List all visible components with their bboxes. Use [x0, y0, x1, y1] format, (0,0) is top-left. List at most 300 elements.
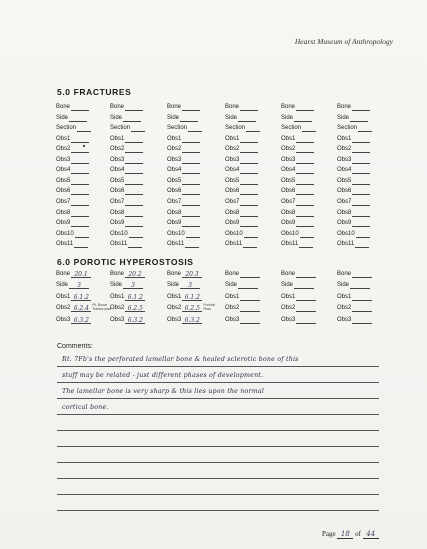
comment-rule[interactable] [57, 462, 379, 463]
field-blank-line[interactable] [240, 146, 258, 153]
field-label: Obs11 [167, 241, 185, 248]
field-blank-line[interactable] [75, 231, 89, 238]
field-label: Obs10 [56, 230, 74, 237]
fracture-field[interactable] [110, 219, 162, 230]
fracture-field[interactable] [56, 114, 108, 125]
fracture-field[interactable] [110, 156, 162, 167]
field-blank-line[interactable] [244, 231, 258, 238]
field-blank-line[interactable] [182, 188, 200, 195]
field-blank-line[interactable] [352, 305, 372, 312]
field-blank-line[interactable] [182, 167, 200, 174]
field-blank-line[interactable] [240, 167, 258, 174]
field-label: Obs2 [225, 146, 240, 153]
field-blank-line[interactable] [240, 305, 260, 312]
field-blank-line[interactable] [246, 125, 260, 132]
field-label: Side [56, 114, 69, 121]
fracture-field[interactable] [167, 198, 219, 209]
fracture-field[interactable] [337, 145, 389, 156]
porotic-field[interactable] [337, 281, 389, 292]
field-label: Obs3 [167, 316, 182, 323]
field-blank-line[interactable] [296, 104, 314, 111]
field-label: Obs5 [167, 177, 182, 184]
fracture-field[interactable] [110, 103, 162, 114]
fracture-field[interactable] [110, 209, 162, 220]
field-label: Side [167, 114, 180, 121]
fracture-field[interactable] [281, 240, 333, 251]
fracture-field[interactable] [110, 187, 162, 198]
field-label: Bone [281, 271, 296, 277]
porotic-field[interactable] [281, 281, 333, 292]
field-blank-line[interactable] [125, 220, 143, 227]
comment-rule[interactable] [57, 446, 379, 447]
field-blank-line[interactable] [240, 178, 258, 185]
porotic-field[interactable] [337, 270, 389, 281]
fracture-field[interactable] [56, 219, 108, 230]
field-blank-line[interactable] [125, 136, 143, 143]
field-blank-line[interactable] [299, 241, 313, 248]
fracture-field[interactable] [337, 177, 389, 188]
field-label: Side [110, 282, 123, 289]
porotic-field[interactable] [110, 281, 162, 292]
fracture-field[interactable] [225, 145, 277, 156]
field-label: Bone [110, 104, 125, 110]
fracture-field[interactable] [167, 177, 219, 188]
fracture-field[interactable] [281, 209, 333, 220]
field-blank-line[interactable] [358, 125, 372, 132]
fracture-field[interactable] [281, 156, 333, 167]
porotic-field[interactable] [167, 281, 219, 292]
field-label: Obs1 [56, 293, 71, 300]
field-blank-line[interactable] [129, 231, 143, 238]
field-blank-line[interactable] [125, 146, 143, 153]
field-blank-line[interactable] [182, 317, 202, 324]
field-blank-line[interactable] [182, 146, 200, 153]
field-blank-line[interactable] [240, 317, 260, 324]
fracture-field[interactable] [167, 114, 219, 125]
field-label: Side [225, 114, 238, 121]
field-blank-line[interactable] [125, 271, 145, 278]
field-blank-line[interactable] [240, 104, 258, 111]
fracture-field[interactable] [56, 135, 108, 146]
field-blank-line[interactable] [71, 157, 89, 164]
field-blank-line[interactable] [71, 271, 91, 278]
field-blank-line[interactable] [182, 305, 202, 312]
field-label: Obs7 [56, 198, 71, 205]
field-blank-line[interactable] [125, 210, 143, 217]
field-blank-line[interactable] [74, 241, 88, 248]
fracture-field[interactable] [337, 187, 389, 198]
field-label: Bone [167, 271, 182, 277]
field-blank-line[interactable] [352, 178, 370, 185]
porotic-field[interactable] [337, 316, 389, 327]
fracture-field[interactable] [337, 114, 389, 125]
field-label: Obs11 [110, 241, 128, 248]
field-blank-line[interactable] [71, 167, 89, 174]
section-porotic-title: 6.0 POROTIC HYPEROSTOSIS [57, 257, 194, 267]
porotic-field[interactable] [167, 293, 219, 304]
field-blank-line[interactable] [182, 294, 202, 301]
fracture-field[interactable] [281, 198, 333, 209]
field-blank-line[interactable] [69, 282, 89, 289]
field-blank-line[interactable] [71, 210, 89, 217]
field-blank-line[interactable] [352, 317, 372, 324]
page-label: Page [322, 530, 336, 538]
field-blank-line[interactable] [352, 220, 370, 227]
fracture-field[interactable] [110, 124, 162, 135]
porotic-field[interactable] [167, 316, 219, 327]
porotic-field[interactable] [225, 270, 277, 281]
field-blank-line[interactable] [238, 115, 256, 122]
of-label: of [355, 530, 361, 538]
field-blank-line[interactable] [125, 157, 143, 164]
field-label: Obs3 [281, 316, 296, 323]
fracture-field[interactable] [337, 166, 389, 177]
field-label: Bone [110, 271, 125, 277]
fracture-field[interactable] [167, 166, 219, 177]
field-blank-line[interactable] [352, 210, 370, 217]
field-blank-line[interactable] [296, 157, 314, 164]
field-blank-line[interactable] [125, 317, 145, 324]
field-label: Side [337, 114, 350, 121]
field-blank-line[interactable] [123, 282, 143, 289]
field-label: Obs6 [225, 188, 240, 195]
porotic-field[interactable] [225, 293, 277, 304]
fracture-field[interactable] [281, 103, 333, 114]
fracture-field[interactable] [281, 145, 333, 156]
fracture-field[interactable] [110, 114, 162, 125]
field-blank-line[interactable] [350, 282, 370, 289]
field-blank-line[interactable] [240, 210, 258, 217]
fracture-field[interactable] [56, 156, 108, 167]
fracture-field[interactable] [56, 187, 108, 198]
fracture-field[interactable] [56, 230, 108, 241]
field-blank-line[interactable] [296, 210, 314, 217]
porotic-field[interactable] [281, 316, 333, 327]
fracture-field[interactable] [167, 219, 219, 230]
fracture-field[interactable] [56, 103, 108, 114]
field-label: Obs9 [281, 220, 296, 227]
fracture-field[interactable] [225, 219, 277, 230]
fracture-field[interactable] [281, 187, 333, 198]
comment-rule[interactable] [57, 510, 379, 511]
field-blank-line[interactable] [238, 282, 258, 289]
field-blank-line[interactable] [71, 305, 91, 312]
field-label: Obs3 [56, 156, 71, 163]
field-label: Obs6 [167, 188, 182, 195]
fracture-field[interactable] [56, 198, 108, 209]
field-label: Obs10 [167, 230, 185, 237]
field-blank-line[interactable] [352, 294, 372, 301]
fracture-field[interactable] [337, 124, 389, 135]
fracture-field[interactable] [281, 166, 333, 177]
field-blank-line[interactable] [240, 271, 260, 278]
fracture-field[interactable] [225, 230, 277, 241]
field-blank-line[interactable] [71, 188, 89, 195]
field-blank-line[interactable] [125, 199, 143, 206]
fracture-field[interactable] [56, 145, 108, 156]
fracture-field[interactable] [110, 145, 162, 156]
comments-label: Comments: [57, 343, 93, 350]
field-blank-line[interactable] [71, 146, 89, 153]
page-footer [322, 530, 379, 539]
field-blank-line[interactable] [240, 220, 258, 227]
fracture-field[interactable] [167, 156, 219, 167]
field-blank-line[interactable] [302, 125, 316, 132]
fracture-field[interactable] [56, 240, 108, 251]
field-blank-line[interactable] [350, 115, 368, 122]
fracture-field[interactable] [110, 230, 162, 241]
fracture-field[interactable] [225, 114, 277, 125]
field-blank-line[interactable] [182, 157, 200, 164]
fracture-field[interactable] [337, 209, 389, 220]
field-blank-line[interactable] [180, 115, 198, 122]
field-blank-line[interactable] [182, 178, 200, 185]
field-blank-line[interactable] [352, 188, 370, 195]
field-label: Obs2 [56, 305, 71, 312]
field-label: Obs1 [281, 135, 296, 142]
field-blank-line[interactable] [294, 282, 314, 289]
field-blank-line[interactable] [296, 178, 314, 185]
field-blank-line[interactable] [71, 317, 91, 324]
fracture-field[interactable] [337, 219, 389, 230]
field-label: Obs3 [337, 316, 352, 323]
stray-mark [83, 145, 85, 147]
field-blank-line[interactable] [77, 125, 91, 132]
field-label: Obs2 [225, 305, 240, 312]
porotic-field[interactable] [281, 304, 333, 315]
fracture-field[interactable] [167, 240, 219, 251]
field-blank-line[interactable] [182, 199, 200, 206]
fracture-field[interactable] [167, 124, 219, 135]
field-blank-line[interactable] [182, 210, 200, 217]
field-label: Obs3 [56, 316, 71, 323]
field-blank-line[interactable] [243, 241, 257, 248]
field-blank-line[interactable] [123, 115, 141, 122]
field-label: Obs9 [167, 220, 182, 227]
fracture-field[interactable] [281, 114, 333, 125]
fracture-field[interactable] [225, 124, 277, 135]
handwritten-value: 6.2.5 [184, 305, 200, 313]
fracture-field[interactable] [337, 230, 389, 241]
field-blank-line[interactable] [240, 294, 260, 301]
fracture-field[interactable] [56, 177, 108, 188]
porotic-field[interactable] [56, 270, 108, 281]
handwritten-value: 6.2.5 [127, 305, 143, 313]
field-label: Obs3 [337, 156, 352, 163]
fracture-field[interactable] [225, 135, 277, 146]
field-blank-line[interactable] [185, 241, 199, 248]
handwritten-value: 6.3.2 [127, 316, 143, 324]
field-blank-line[interactable] [182, 220, 200, 227]
field-blank-line[interactable] [128, 241, 142, 248]
fracture-field[interactable] [225, 209, 277, 220]
field-label: Obs4 [281, 167, 296, 174]
field-blank-line[interactable] [71, 199, 89, 206]
comment-rule[interactable] [57, 382, 379, 383]
comment-rule[interactable] [57, 478, 379, 479]
field-label: Obs9 [225, 220, 240, 227]
fracture-field[interactable] [110, 198, 162, 209]
fracture-field[interactable] [110, 166, 162, 177]
comment-rule[interactable] [57, 398, 379, 399]
field-blank-line[interactable] [125, 188, 143, 195]
fracture-field[interactable] [225, 198, 277, 209]
fracture-field[interactable] [225, 166, 277, 177]
field-blank-line[interactable] [71, 178, 89, 185]
fracture-field[interactable] [167, 135, 219, 146]
field-label: Bone [337, 271, 352, 277]
field-blank-line[interactable] [131, 125, 145, 132]
fracture-field[interactable] [225, 177, 277, 188]
field-blank-line[interactable] [352, 199, 370, 206]
fracture-field[interactable] [281, 219, 333, 230]
fracture-field[interactable] [110, 177, 162, 188]
field-blank-line[interactable] [182, 104, 200, 111]
field-blank-line[interactable] [188, 125, 202, 132]
fracture-field[interactable] [337, 198, 389, 209]
field-blank-line[interactable] [300, 231, 314, 238]
fracture-field[interactable] [225, 187, 277, 198]
handwritten-value: 6.3.2 [184, 316, 200, 324]
fracture-field[interactable] [337, 156, 389, 167]
field-blank-line[interactable] [125, 294, 145, 301]
porotic-field[interactable] [281, 293, 333, 304]
field-blank-line[interactable] [71, 104, 89, 111]
field-blank-line[interactable] [125, 178, 143, 185]
comment-rule[interactable] [57, 430, 379, 431]
handwritten-value: 6.1.2 [127, 293, 143, 301]
field-blank-line[interactable] [125, 305, 145, 312]
field-blank-line[interactable] [352, 136, 370, 143]
porotic-field[interactable] [167, 304, 219, 315]
field-blank-line[interactable] [71, 294, 91, 301]
field-blank-line[interactable] [296, 271, 316, 278]
porotic-field[interactable] [337, 293, 389, 304]
comment-rule[interactable] [57, 494, 379, 495]
field-blank-line[interactable] [182, 271, 202, 278]
porotic-field[interactable] [225, 304, 277, 315]
comment-rule[interactable] [57, 414, 379, 415]
comment-rule[interactable] [57, 366, 379, 367]
field-blank-line[interactable] [186, 231, 200, 238]
fracture-field[interactable] [225, 240, 277, 251]
porotic-field[interactable] [110, 304, 162, 315]
fracture-field[interactable] [56, 209, 108, 220]
field-blank-line[interactable] [296, 136, 314, 143]
field-blank-line[interactable] [240, 157, 258, 164]
field-label: Obs6 [281, 188, 296, 195]
fracture-field[interactable] [225, 156, 277, 167]
field-blank-line[interactable] [240, 188, 258, 195]
field-blank-line[interactable] [125, 167, 143, 174]
fracture-field[interactable] [281, 230, 333, 241]
fracture-field[interactable] [281, 177, 333, 188]
porotic-field[interactable] [56, 293, 108, 304]
fracture-field[interactable] [225, 103, 277, 114]
field-blank-line[interactable] [352, 104, 370, 111]
fracture-field[interactable] [110, 135, 162, 146]
fracture-field[interactable] [56, 124, 108, 135]
field-blank-line[interactable] [296, 317, 316, 324]
field-blank-line[interactable] [240, 136, 258, 143]
porotic-field[interactable] [56, 303, 112, 315]
fracture-field[interactable] [167, 230, 219, 241]
fracture-field[interactable] [167, 103, 219, 114]
fracture-field[interactable] [167, 145, 219, 156]
field-label: Bone [225, 271, 240, 277]
fracture-field[interactable] [281, 124, 333, 135]
field-label: Obs8 [110, 209, 125, 216]
field-blank-line[interactable] [296, 188, 314, 195]
handwritten-value: 3 [77, 282, 81, 290]
handwritten-value: 20.3 [185, 271, 199, 278]
fracture-field[interactable] [337, 240, 389, 251]
porotic-field[interactable] [56, 316, 108, 327]
porotic-field[interactable] [110, 293, 162, 304]
field-blank-line[interactable] [71, 136, 89, 143]
field-blank-line[interactable] [296, 167, 314, 174]
field-blank-line[interactable] [69, 115, 87, 122]
field-blank-line[interactable] [240, 199, 258, 206]
field-blank-line[interactable] [352, 271, 372, 278]
porotic-field[interactable] [225, 281, 277, 292]
field-blank-line[interactable] [352, 146, 370, 153]
field-label: Obs1 [225, 135, 240, 142]
field-blank-line[interactable] [296, 305, 316, 312]
porotic-field[interactable] [167, 270, 219, 281]
porotic-field[interactable] [110, 270, 162, 281]
field-label: Obs7 [281, 198, 296, 205]
fracture-field[interactable] [281, 135, 333, 146]
porotic-field[interactable] [56, 281, 108, 292]
field-blank-line[interactable] [71, 220, 89, 227]
porotic-field[interactable] [225, 316, 277, 327]
fracture-field[interactable] [56, 166, 108, 177]
field-blank-line[interactable] [355, 241, 369, 248]
field-blank-line[interactable] [296, 294, 316, 301]
field-blank-line[interactable] [352, 157, 370, 164]
field-label: Obs1 [281, 293, 296, 300]
field-blank-line[interactable] [356, 231, 370, 238]
field-blank-line[interactable] [296, 199, 314, 206]
fracture-field[interactable] [167, 187, 219, 198]
porotic-field[interactable] [337, 304, 389, 315]
field-label: Obs8 [225, 209, 240, 216]
field-blank-line[interactable] [180, 282, 200, 289]
field-label: Section [337, 125, 358, 132]
field-blank-line[interactable] [182, 136, 200, 143]
fracture-field[interactable] [167, 209, 219, 220]
fracture-field[interactable] [110, 240, 162, 251]
field-blank-line[interactable] [294, 115, 312, 122]
section-fractures-title: 5.0 FRACTURES [57, 87, 132, 97]
field-blank-line[interactable] [125, 104, 143, 111]
field-label: Obs2 [167, 305, 182, 312]
fracture-field[interactable] [337, 135, 389, 146]
field-label: Side [337, 282, 350, 289]
field-label: Section [110, 125, 131, 132]
field-blank-line[interactable] [296, 220, 314, 227]
handwritten-value: 3 [188, 282, 192, 290]
field-blank-line[interactable] [352, 167, 370, 174]
field-blank-line[interactable] [296, 146, 314, 153]
porotic-field[interactable] [281, 270, 333, 281]
fracture-field[interactable] [337, 103, 389, 114]
field-label: Section [167, 125, 188, 132]
field-label: Side [225, 282, 238, 289]
field-label: Obs7 [225, 198, 240, 205]
porotic-field[interactable] [110, 316, 162, 327]
